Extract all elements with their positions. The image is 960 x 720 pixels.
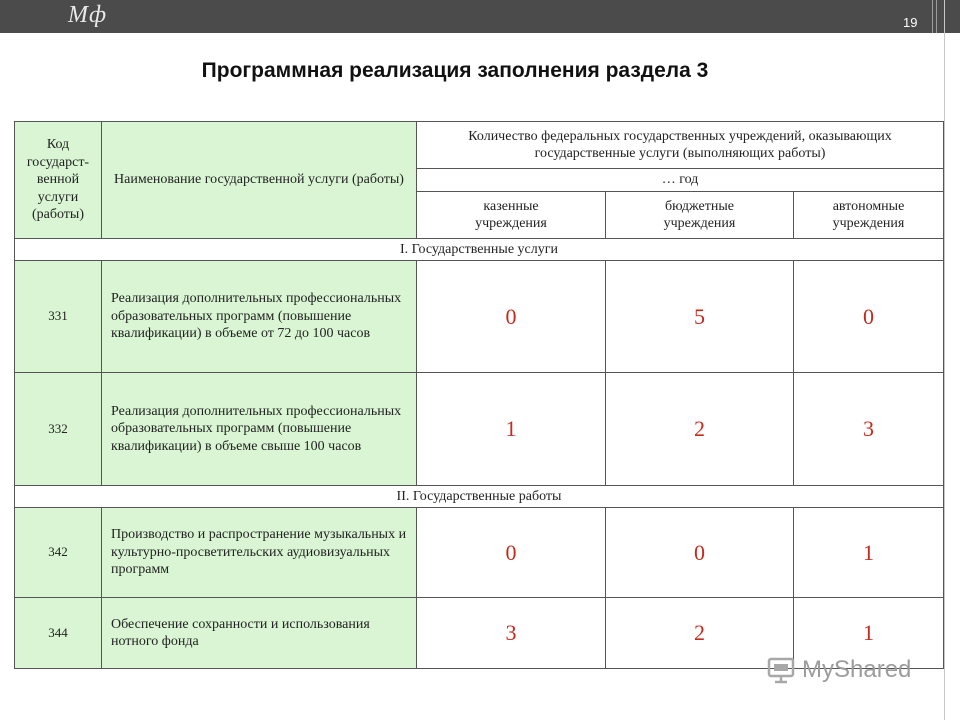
row-code: 331 (14, 260, 102, 373)
row-name: Реализация дополнительных профессиональных образовательных программ (повышение квалификации) в объеме свыше 100 часов (101, 372, 417, 486)
divider (936, 0, 937, 33)
value-bud: 2 (605, 597, 794, 669)
header-kaz: казенные учреждения (416, 191, 606, 239)
header-name: Наименование государственной услуги (работы) (101, 121, 417, 239)
header-avt: автономные учреждения (793, 191, 944, 239)
divider (932, 0, 933, 33)
row-name: Производство и распространение музыкальных и культурно-просветительских аудиовизуальных программ (101, 507, 417, 598)
value-kaz: 0 (416, 507, 606, 598)
row-name: Обеспечение сохранности и использования нотного фонда (101, 597, 417, 669)
value-bud: 5 (605, 260, 794, 373)
value-bud: 0 (605, 507, 794, 598)
section-header: I. Государственные услуги (14, 238, 944, 261)
presentation-icon (766, 655, 796, 685)
section-header: II. Государственные работы (14, 485, 944, 508)
page-title: Программная реализация заполнения раздела 3 (201, 59, 709, 82)
header-bud: бюджетные учреждения (605, 191, 794, 239)
header-count: Количество федеральных государственных учреждений, оказывающих государственные услуги (выполняющих работы) (416, 121, 944, 169)
row-code: 344 (14, 597, 102, 669)
value-avt: 1 (793, 597, 944, 669)
page-number: 19 (903, 15, 918, 30)
row-code: 332 (14, 372, 102, 486)
value-kaz: 0 (416, 260, 606, 373)
value-bud: 2 (605, 372, 794, 486)
value-avt: 3 (793, 372, 944, 486)
watermark-text: MyShared (802, 656, 912, 683)
top-bar (0, 0, 960, 33)
value-kaz: 1 (416, 372, 606, 486)
value-avt: 0 (793, 260, 944, 373)
value-kaz: 3 (416, 597, 606, 669)
row-name: Реализация дополнительных профессиональных образовательных программ (повышение квалификации) в объеме от 72 до 100 часов (101, 260, 417, 373)
row-code: 342 (14, 507, 102, 598)
logo: Мф (68, 2, 108, 28)
watermark (766, 655, 911, 685)
header-code: Код государст-венной услуги (работы) (14, 121, 102, 239)
divider (944, 0, 945, 720)
header-year: … год (416, 168, 944, 192)
value-avt: 1 (793, 507, 944, 598)
